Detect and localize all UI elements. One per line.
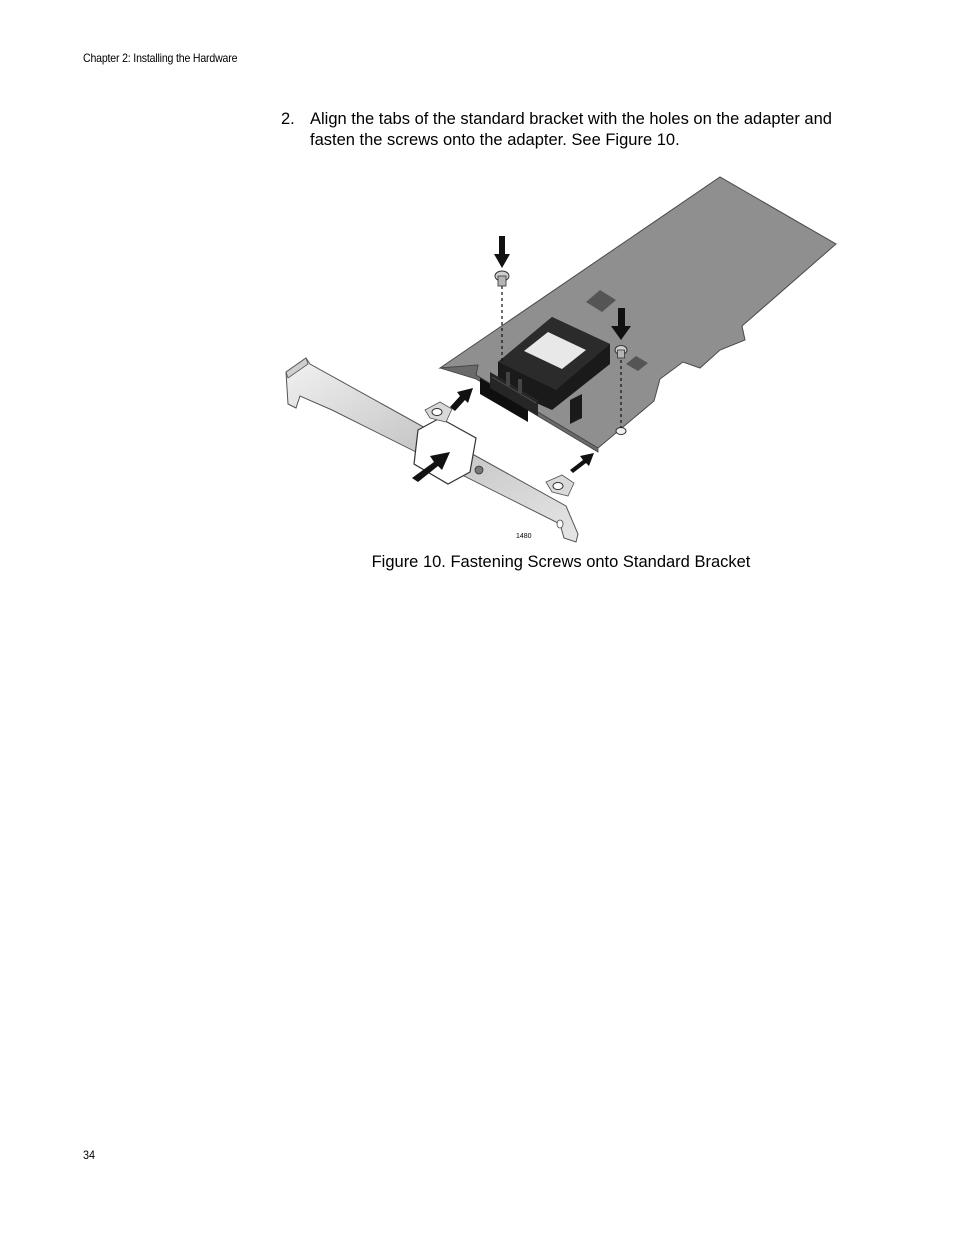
adapter-circuit-board — [440, 177, 836, 452]
running-head: Chapter 2: Installing the Hardware — [83, 51, 238, 65]
instruction-step — [281, 109, 841, 151]
page-number: 34 — [83, 1148, 96, 1162]
arrow-up-right-icon — [450, 388, 473, 411]
arrow-down-icon — [494, 236, 510, 268]
part-number-label: 1480 — [516, 533, 532, 540]
bracket-installation-figure — [280, 172, 842, 546]
arrow-up-right-icon — [570, 453, 594, 473]
step-text: Align the tabs of the standard bracket with the holes on the adapter and fasten the screws onto the adapter. See Figure 10. — [310, 110, 832, 149]
figure-caption: Figure 10. Fastening Screws onto Standard Bracket — [371, 553, 751, 571]
adapter-illustration — [280, 172, 842, 546]
step-number: 2. — [281, 110, 295, 128]
led-indicator — [475, 466, 483, 474]
